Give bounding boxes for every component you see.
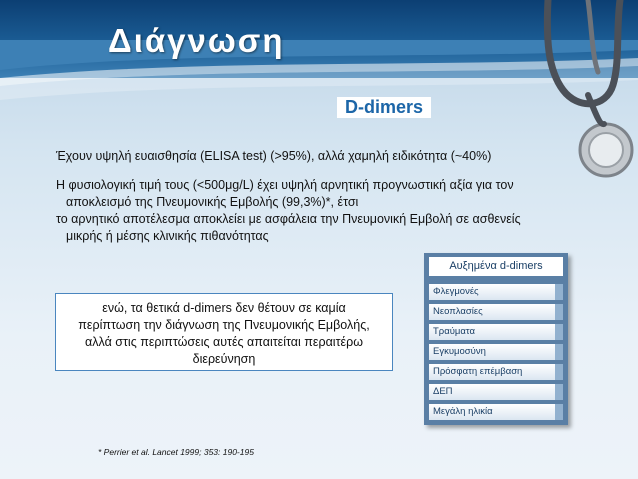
section-subtitle (0, 97, 638, 118)
paragraph-line: Η φυσιολογική τιμή τους (<500μg/L) έχει υψηλή αρνητική προγνωστική αξία για τον (56, 178, 514, 192)
paragraph-line: Έχουν υψηλή ευαισθησία (ELISA test) (>95%), αλλά χαμηλή ειδικότητα (~40%) (56, 149, 492, 163)
note-line: αλλά στις περιπτώσεις αυτές απαιτείται περαιτέρω (85, 335, 363, 349)
note-line: περίπτωση την διάγνωση της Πνευμονικής Εμβολής, (78, 318, 370, 332)
factor-item-dic: ΔΕΠ (429, 384, 563, 400)
paragraph-normal-value (56, 177, 596, 211)
footnote-citation: * Perrier et al. Lancet 1999; 353: 190-195 (98, 447, 254, 457)
subtitle-text: D-dimers (337, 97, 431, 118)
note-line: ενώ, τα θετικά d-dimers δεν θέτουν σε καμία (102, 301, 346, 315)
factor-item-neoplasms: Νεοπλασίες (429, 304, 563, 320)
slide-title: Διάγνωση (108, 22, 285, 59)
factor-item-trauma: Τραύματα (429, 324, 563, 340)
paragraph-negative-result (56, 211, 596, 245)
paragraph-line: το αρνητικό αποτέλεσμα αποκλείει με ασφάλεια την Πνευμονική Εμβολή σε ασθενείς (56, 212, 521, 226)
factor-item-inflammation: Φλεγμονές (429, 284, 563, 300)
paragraph-line: αποκλεισμό της Πνευμονικής Εμβολής (99,3%)*, έτσι (66, 195, 359, 209)
factor-panel-header: Αυξημένα d-dimers (429, 257, 563, 276)
note-line: διερεύνηση (192, 352, 256, 366)
paragraph-line: μικρής ή μέσης κλινικής πιθανότητας (66, 229, 269, 243)
factor-item-pregnancy: Εγκυμοσύνη (429, 344, 563, 360)
factor-item-recent-surgery: Πρόσφατη επέμβαση (429, 364, 563, 380)
factor-item-old-age: Μεγάλη ηλικία (429, 404, 563, 420)
positive-result-note (55, 293, 393, 371)
paragraph-sensitivity (56, 148, 596, 165)
